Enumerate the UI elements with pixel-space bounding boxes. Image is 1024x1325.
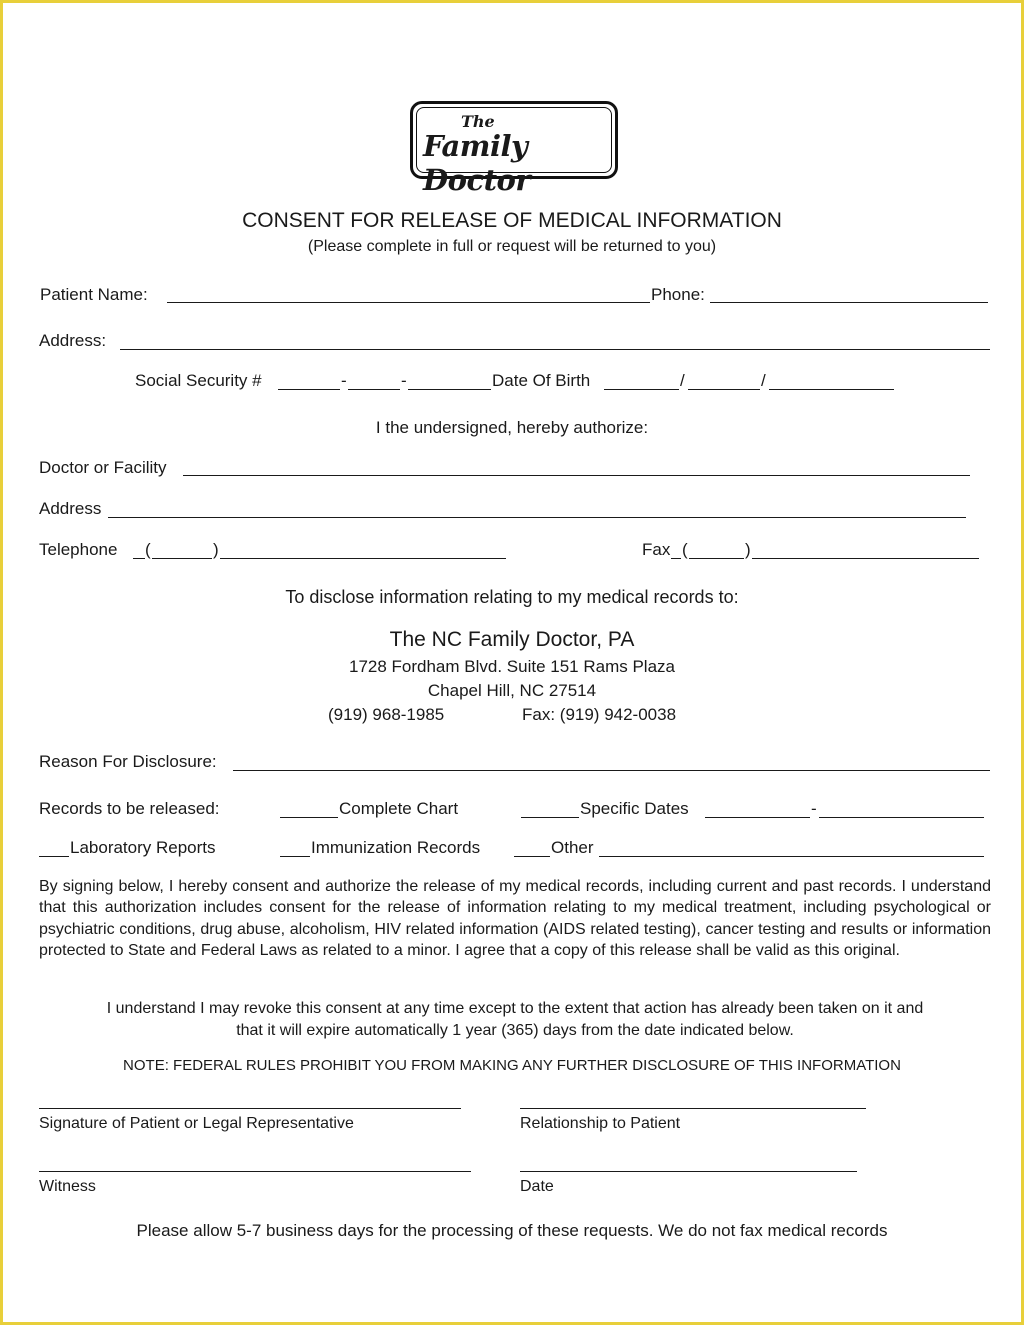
fax-paren-close: )	[745, 540, 751, 559]
signature-field[interactable]	[39, 1108, 461, 1109]
address-field[interactable]	[120, 349, 990, 350]
form-title: CONSENT FOR RELEASE OF MEDICAL INFORMATION	[242, 209, 782, 232]
ssn-field-part1[interactable]	[278, 389, 340, 390]
specific-dates-checkbox[interactable]	[521, 817, 579, 818]
ssn-label: Social Security #	[135, 371, 262, 390]
reason-label: Reason For Disclosure:	[39, 752, 217, 771]
fax-number-field[interactable]	[752, 558, 979, 559]
immunization-checkbox[interactable]	[280, 856, 310, 857]
phone-label: Phone:	[651, 285, 705, 304]
telephone-number-field[interactable]	[220, 558, 506, 559]
authorize-text: I the undersigned, hereby authorize:	[375, 418, 649, 437]
federal-note: NOTE: FEDERAL RULES PROHIBIT YOU FROM MAKING ANY FURTHER DISCLOSURE OF THIS INFORMATION	[123, 1057, 901, 1074]
ssn-field-part3[interactable]	[408, 389, 491, 390]
dob-day-field[interactable]	[688, 389, 760, 390]
specific-dates-to-field[interactable]	[819, 817, 984, 818]
telephone-paren-close: )	[213, 540, 219, 559]
fax-paren-open: (	[682, 540, 688, 559]
dob-slash-2: /	[761, 371, 766, 390]
dob-year-field[interactable]	[769, 389, 894, 390]
recipient-street: 1728 Fordham Blvd. Suite 151 Rams Plaza	[348, 657, 675, 676]
ssn-field-part2[interactable]	[348, 389, 400, 390]
telephone-lead-line	[133, 558, 145, 559]
telephone-area-code-field[interactable]	[152, 558, 212, 559]
other-option: Other	[551, 838, 594, 857]
specific-dates-from-field[interactable]	[705, 817, 810, 818]
revoke-paragraph: I understand I may revoke this consent at any time except to the extent that action has already been taken on it and that it will expire automatically 1 year (365) days from the date indicated below.	[106, 1000, 924, 1039]
ssn-dash-1: -	[341, 371, 347, 390]
fax-label: Fax	[642, 540, 671, 559]
reason-field[interactable]	[233, 770, 990, 771]
form-subtitle: (Please complete in full or request will be returned to you)	[307, 238, 717, 255]
other-checkbox[interactable]	[514, 856, 550, 857]
lab-reports-option: Laboratory Reports	[70, 838, 216, 857]
recipient-fax: Fax: (919) 942-0038	[522, 705, 677, 724]
facility-address-label: Address	[39, 499, 102, 518]
complete-chart-option: Complete Chart	[339, 799, 459, 818]
footer-note: Please allow 5-7 business days for the processing of these requests. We do not fax medical records	[136, 1221, 888, 1240]
phone-field[interactable]	[710, 302, 988, 303]
immunization-option: Immunization Records	[311, 838, 481, 857]
relationship-label: Relationship to Patient	[520, 1115, 681, 1132]
dob-label: Date Of Birth	[492, 371, 591, 390]
patient-name-label: Patient Name:	[40, 285, 148, 304]
telephone-label: Telephone	[39, 540, 118, 559]
signature-label: Signature of Patient or Legal Representative	[39, 1115, 354, 1132]
doctor-facility-field[interactable]	[183, 475, 970, 476]
facility-address-field[interactable]	[108, 517, 966, 518]
dob-month-field[interactable]	[604, 389, 679, 390]
doctor-facility-label: Doctor or Facility	[39, 458, 167, 477]
other-field[interactable]	[599, 856, 984, 857]
recipient-city: Chapel Hill, NC 27514	[427, 681, 597, 700]
fax-lead-line	[671, 558, 681, 559]
complete-chart-checkbox[interactable]	[280, 817, 338, 818]
consent-paragraph: By signing below, I hereby consent and authorize the release of my medical records, including current and past records. I understand that this authorization includes consent for the release of information relating to my medical treatment, including psychological or psychiatric conditions, drug abuse, alcoholism, HIV related information (AIDS related testing), cancer testing and results or information protected to State and Federal Laws as related to a minor. I agree that a copy of this release shall be valid as this original.	[39, 878, 991, 959]
family-doctor-logo	[410, 101, 618, 197]
specific-dates-option: Specific Dates	[580, 799, 689, 818]
patient-name-field[interactable]	[167, 302, 650, 303]
specific-dates-dash: -	[811, 799, 817, 818]
fax-area-code-field[interactable]	[689, 558, 744, 559]
witness-field[interactable]	[39, 1171, 471, 1172]
ssn-dash-2: -	[401, 371, 407, 390]
recipient-name: The NC Family Doctor, PA	[389, 628, 635, 651]
relationship-field[interactable]	[520, 1108, 866, 1109]
logo-name-text: Family Doctor	[423, 129, 531, 197]
recipient-phone: (919) 968-1985	[328, 705, 445, 724]
dob-slash-1: /	[680, 371, 685, 390]
lab-reports-checkbox[interactable]	[39, 856, 69, 857]
logo-the-text: The	[461, 112, 495, 131]
date-label: Date	[520, 1178, 554, 1195]
witness-label: Witness	[39, 1178, 96, 1195]
disclose-text: To disclose information relating to my medical records to:	[285, 587, 739, 607]
telephone-paren-open: (	[145, 540, 151, 559]
address-label: Address:	[39, 331, 107, 350]
records-label: Records to be released:	[39, 799, 220, 818]
date-field[interactable]	[520, 1171, 857, 1172]
